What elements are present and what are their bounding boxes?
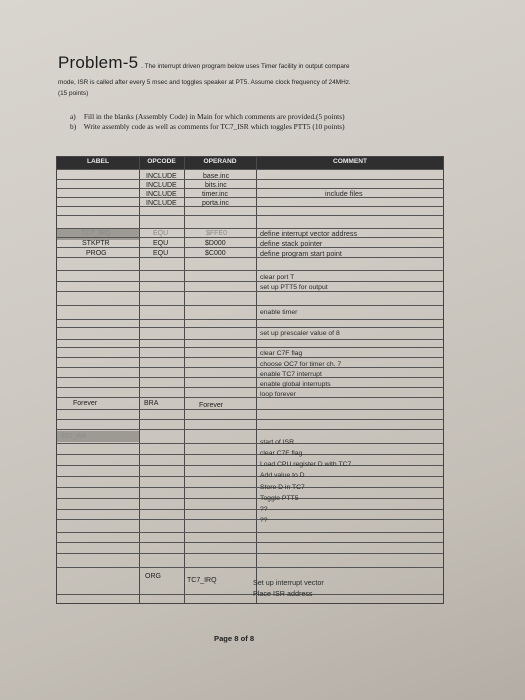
row-divider (57, 429, 443, 430)
comment-clear-c7f: clear C7F flag (260, 350, 303, 357)
assembly-code-table (56, 156, 444, 604)
include-opcode: INCLUDE (146, 200, 177, 207)
comment-enable-tc7: enable TC7 interrupt (260, 371, 322, 378)
header-label: LABEL (87, 158, 109, 165)
row-divider (57, 567, 443, 568)
stack-opcode: EQU (153, 240, 169, 247)
problem-description: mode, ISR is called after every 5 msec and toggles speaker at PT5. Assume clock frequency of 24MHz. (58, 79, 351, 86)
prog-operand: $C000 (205, 250, 226, 257)
row-divider (57, 281, 443, 282)
row-divider (57, 206, 443, 207)
isr-comment-add: Add value to D (260, 472, 305, 479)
row-divider (57, 247, 443, 248)
forever-operand: Forever (199, 402, 224, 409)
header-opcode: OPCODE (147, 158, 176, 165)
row-divider (57, 443, 443, 444)
column-divider (256, 157, 257, 603)
forever-label: Forever (73, 400, 98, 407)
row-divider (57, 419, 443, 420)
column-divider (184, 157, 185, 603)
comment-loop-forever: loop forever (260, 391, 296, 398)
stack-label: STKPTR (82, 240, 110, 247)
row-divider (57, 188, 443, 189)
include-operand: timer.inc (202, 191, 229, 198)
row-divider (57, 347, 443, 348)
vector-opcode: EQU (153, 230, 169, 237)
isr-comment-load: Load CPU register D with TC7 (260, 461, 352, 468)
row-divider (57, 215, 443, 216)
header-operand: OPERAND (203, 158, 237, 165)
row-divider (57, 228, 443, 229)
row-divider (57, 487, 443, 488)
isr-comment-clear: clear C7F flag (260, 450, 303, 457)
row-divider (57, 327, 443, 328)
row-divider (57, 291, 443, 292)
include-opcode: INCLUDE (146, 191, 177, 198)
problem-intro: . The interrupt driven program below uses Timer facility in output compare (141, 63, 350, 70)
row-divider (57, 169, 443, 170)
row-divider (57, 594, 443, 595)
vector-setup-comment: Set up interrupt vector (253, 578, 324, 587)
row-divider (57, 397, 443, 398)
row-divider (57, 319, 443, 320)
row-divider (57, 377, 443, 378)
row-divider (57, 179, 443, 180)
include-operand: porta.inc (202, 200, 229, 207)
page-number: Page 8 of 8 (214, 634, 255, 643)
row-divider (57, 270, 443, 271)
row-divider (57, 237, 443, 238)
isr-label: TC7_ISR (61, 433, 87, 440)
column-divider (139, 157, 140, 603)
table-header (57, 157, 443, 169)
prog-opcode: EQU (153, 250, 169, 257)
row-divider (57, 454, 443, 455)
comment-global-int: enable global interrupts (260, 381, 331, 388)
row-divider (57, 553, 443, 554)
isr-comment-unknown-1: ?? (260, 506, 268, 513)
vector-operand: $FFE0 (206, 230, 228, 237)
include-opcode: INCLUDE (146, 182, 177, 189)
include-operand: bits.inc (205, 182, 227, 189)
task-b (70, 122, 345, 131)
isr-comment-unknown-2: ?? (260, 517, 268, 524)
comment-clear-port-t: clear port T (260, 274, 295, 281)
include-operand: base.inc (203, 173, 230, 180)
row-divider (57, 197, 443, 198)
row-divider (57, 509, 443, 510)
prog-label: PROG (86, 250, 107, 257)
row-divider (57, 476, 443, 477)
row-divider (57, 532, 443, 533)
comment-setup-ptt5: set up PTT5 for output (260, 284, 328, 291)
row-divider (57, 305, 443, 306)
vector-setup-operand: TC7_IRQ (187, 577, 217, 584)
task-b-letter: b) (70, 122, 77, 131)
header-comment: COMMENT (332, 158, 368, 165)
row-divider (57, 387, 443, 388)
row-divider (57, 409, 443, 410)
problem-title: Problem-5 (58, 53, 139, 72)
task-a-letter: a) (70, 112, 76, 121)
row-divider (57, 498, 443, 499)
stack-operand: $D000 (205, 240, 226, 247)
stack-comment: define stack pointer (260, 239, 323, 248)
title-row (58, 53, 350, 73)
vector-setup-comment-2: Place ISR address (253, 589, 313, 598)
row-divider (57, 367, 443, 368)
prog-comment: define program start point (260, 249, 342, 258)
task-a (70, 112, 345, 121)
include-comment: include files (325, 189, 363, 198)
row-divider (57, 339, 443, 340)
points-label: (15 points) (58, 90, 89, 97)
row-divider (57, 465, 443, 466)
task-b-text: Write assembly code as well as comments for TC7_ISR which toggles PTT5 (10 points) (83, 122, 345, 131)
comment-choose-oc7: choose OC7 for timer ch. 7 (260, 361, 342, 368)
row-divider (57, 257, 443, 258)
isr-comment-toggle: Toggle PTT5 (260, 495, 299, 502)
forever-opcode: BRA (144, 400, 159, 407)
row-divider (57, 542, 443, 543)
isr-comment-store: Store D in TC7 (260, 484, 305, 491)
comment-enable-timer: enable timer (260, 309, 298, 316)
row-divider (57, 357, 443, 358)
task-a-text: Fill in the blanks (Assembly Code) in Main for which comments are provided.(5 points) (83, 112, 345, 121)
vector-comment: define interrupt vector address (260, 229, 358, 238)
vector-setup-opcode: ORG (145, 573, 161, 580)
include-opcode: INCLUDE (146, 173, 177, 180)
isr-comment-start: start of ISR (260, 439, 294, 446)
row-divider (57, 519, 443, 520)
comment-prescaler: set up prescaler value of 8 (260, 330, 340, 337)
vector-label: TC7_IRQ (81, 230, 111, 237)
